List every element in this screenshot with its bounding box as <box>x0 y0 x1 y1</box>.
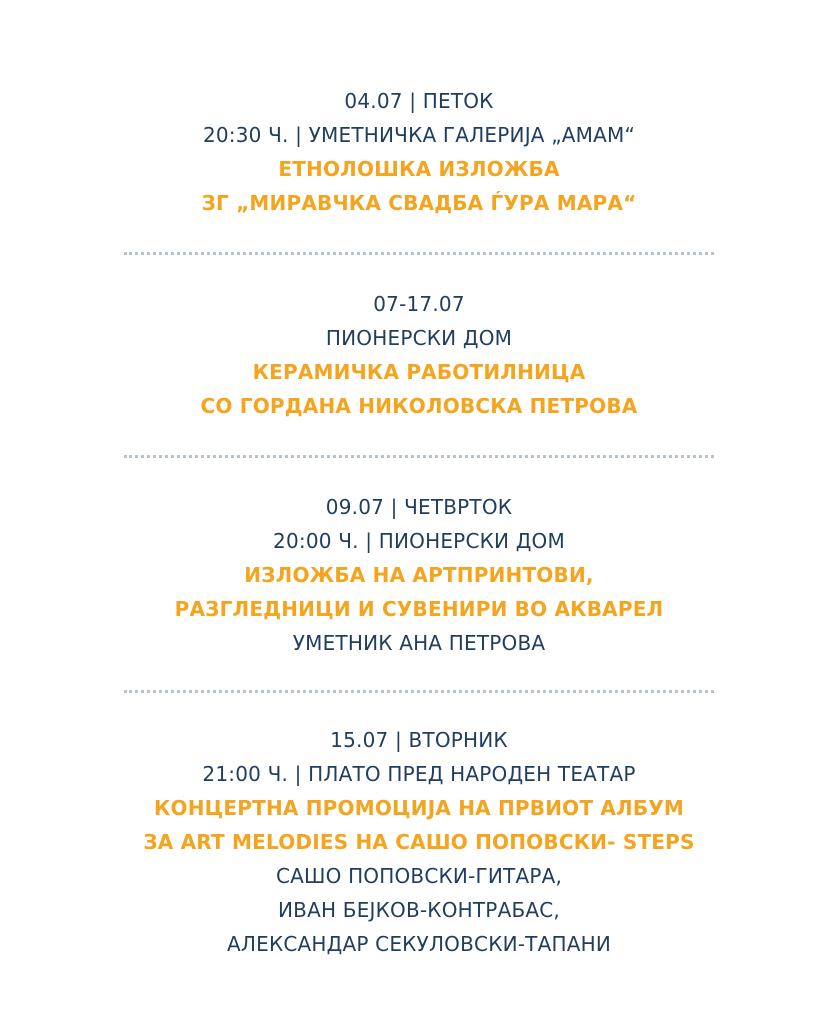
event-time-place: ПИОНЕРСКИ ДОМ <box>325 326 513 350</box>
event-title-line: КОНЦЕРТНА ПРОМОЦИЈА НА ПРВИОТ АЛБУМ <box>153 796 685 820</box>
event-time-place: 21:00 Ч. | ПЛАТО ПРЕД НАРОДЕН ТЕАТАР <box>202 762 636 786</box>
event-item <box>0 84 838 220</box>
event-title-line: ЗГ „МИРАВЧКА СВАДБА ЃУРА МАРА“ <box>201 191 637 215</box>
event-title-line: КЕРАМИЧКА РАБОТИЛНИЦА <box>252 360 586 384</box>
dotted-divider <box>124 690 714 693</box>
event-date: 07-17.07 <box>373 292 465 316</box>
dotted-divider <box>124 252 714 255</box>
event-title-line: ИЗЛОЖБА НА АРТПРИНТОВИ, <box>244 563 594 587</box>
dotted-divider <box>124 455 714 458</box>
event-item <box>0 287 838 423</box>
event-title-line: ЗА ART MELODIES НА САШО ПОПОВСКИ- STEPS <box>143 830 695 854</box>
event-title-line: ЕТНОЛОШКА ИЗЛОЖБА <box>278 157 560 181</box>
event-date: 15.07 | ВТОРНИК <box>330 728 508 752</box>
event-schedule <box>0 84 838 961</box>
event-item <box>0 490 838 660</box>
event-detail: АЛЕКСАНДАР СЕКУЛОВСКИ-ТАПАНИ <box>226 932 612 956</box>
event-time-place: 20:00 Ч. | ПИОНЕРСКИ ДОМ <box>273 529 565 553</box>
event-title-line: СО ГОРДАНА НИКОЛОВСКА ПЕТРОВА <box>200 394 638 418</box>
event-title-line: РАЗГЛЕДНИЦИ И СУВЕНИРИ ВО АКВАРЕЛ <box>174 597 664 621</box>
event-date: 09.07 | ЧЕТВРТОК <box>325 495 513 519</box>
event-date: 04.07 | ПЕТОК <box>344 89 494 113</box>
event-detail: УМЕТНИК АНА ПЕТРОВА <box>292 631 546 655</box>
event-detail: САШО ПОПОВСКИ-ГИТАРА, <box>275 864 563 888</box>
event-detail: ИВАН БЕЈКОВ-КОНТРАБАС, <box>278 898 560 922</box>
event-item <box>0 723 838 961</box>
event-time-place: 20:30 Ч. | УМЕТНИЧКА ГАЛЕРИЈА „АМАМ“ <box>202 123 636 147</box>
